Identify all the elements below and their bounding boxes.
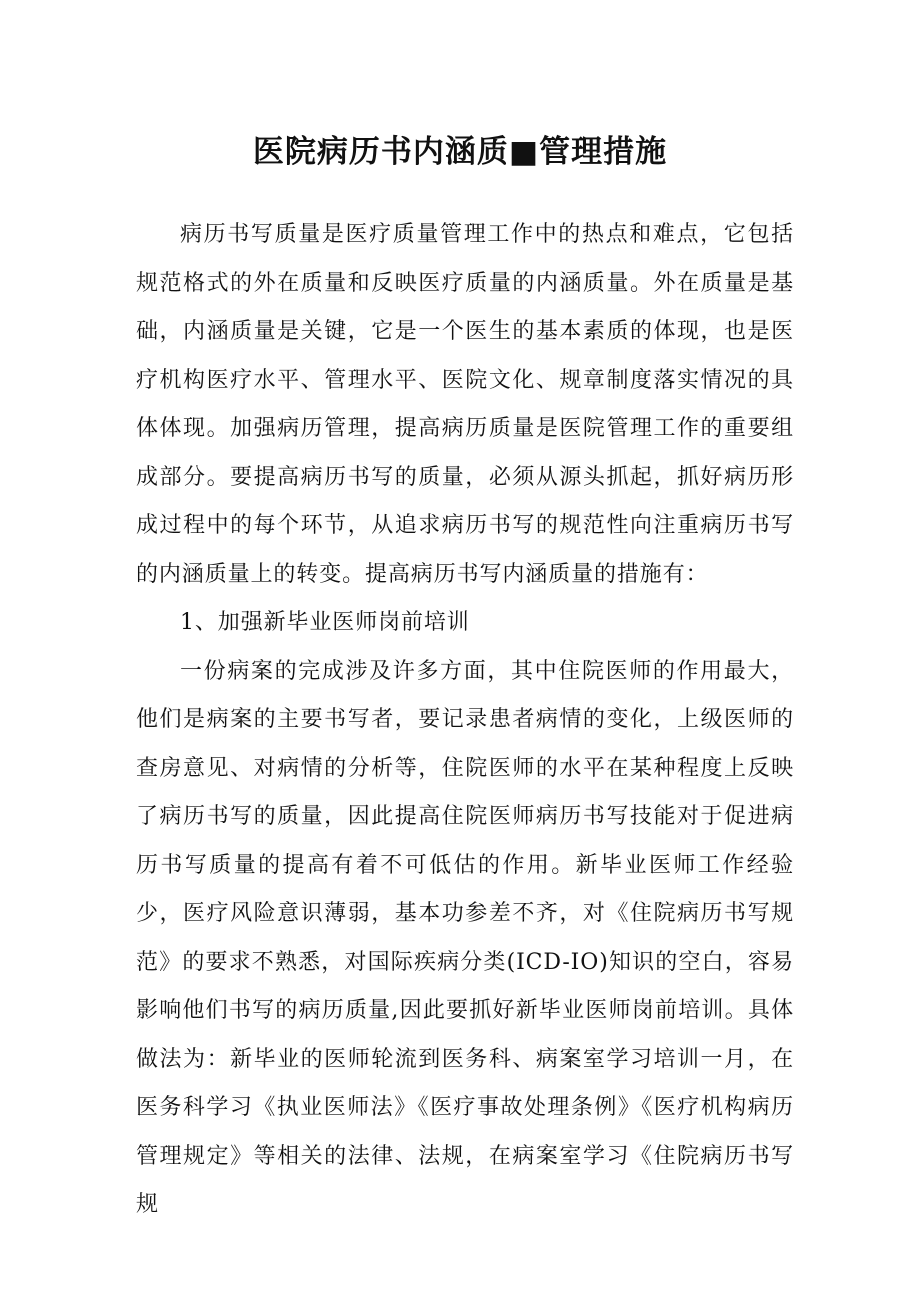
section-heading-1: 1、加强新毕业医师岗前培训 (180, 610, 470, 635)
intro-paragraph: 病历书写质量是医疗质量管理工作中的热点和难点，它包括规范格式的外在质量和反映医疗质量的内涵质量。外在质量是基础，内涵质量是关键，它是一个医生的基本素质的体现，也是医疗机构医疗水平、管理水平、医院文化、规章制度落实情况的具体体现。加强病历管理，提高病历质量是医院管理工作的重要组成部分。要提高病历书写的质量，必须从源头抓起，抓好病历形成过程中的每个环节，从追求病历书写的规范性向注重病历书写的内涵质量上的转变。提高病历书写内涵质量的措施有： (136, 222, 794, 587)
document-title: 医院病历书内涵质■管理措施 (252, 134, 668, 170)
document-body (136, 211, 794, 1230)
section-1-paragraph: 一份病案的完成涉及许多方面，其中住院医师的作用最大，他们是病案的主要书写者，要记录患者病情的变化，上级医师的查房意见、对病情的分析等，住院医师的水平在某种程度上反映了病历书写的质量，因此提高住院医师病历书写技能对于促进病历书写质量的提高有着不可低估的作用。新毕业医师工作经验少，医疗风险意识薄弱，基本功参差不齐，对《住院病历书写规范》的要求不熟悉，对国际疾病分类(ICD-IO)知识的空白，容易影响他们书写的病历质量,因此要抓好新毕业医师岗前培训。具体做法为：新毕业的医师轮流到医务科、病案室学习培训一月，在医务科学习《执业医师法》《医疗事故处理条例》《医疗机构病历管理规定》等相关的法律、法规，在病案室学习《住院病历书写规 (136, 658, 794, 1217)
